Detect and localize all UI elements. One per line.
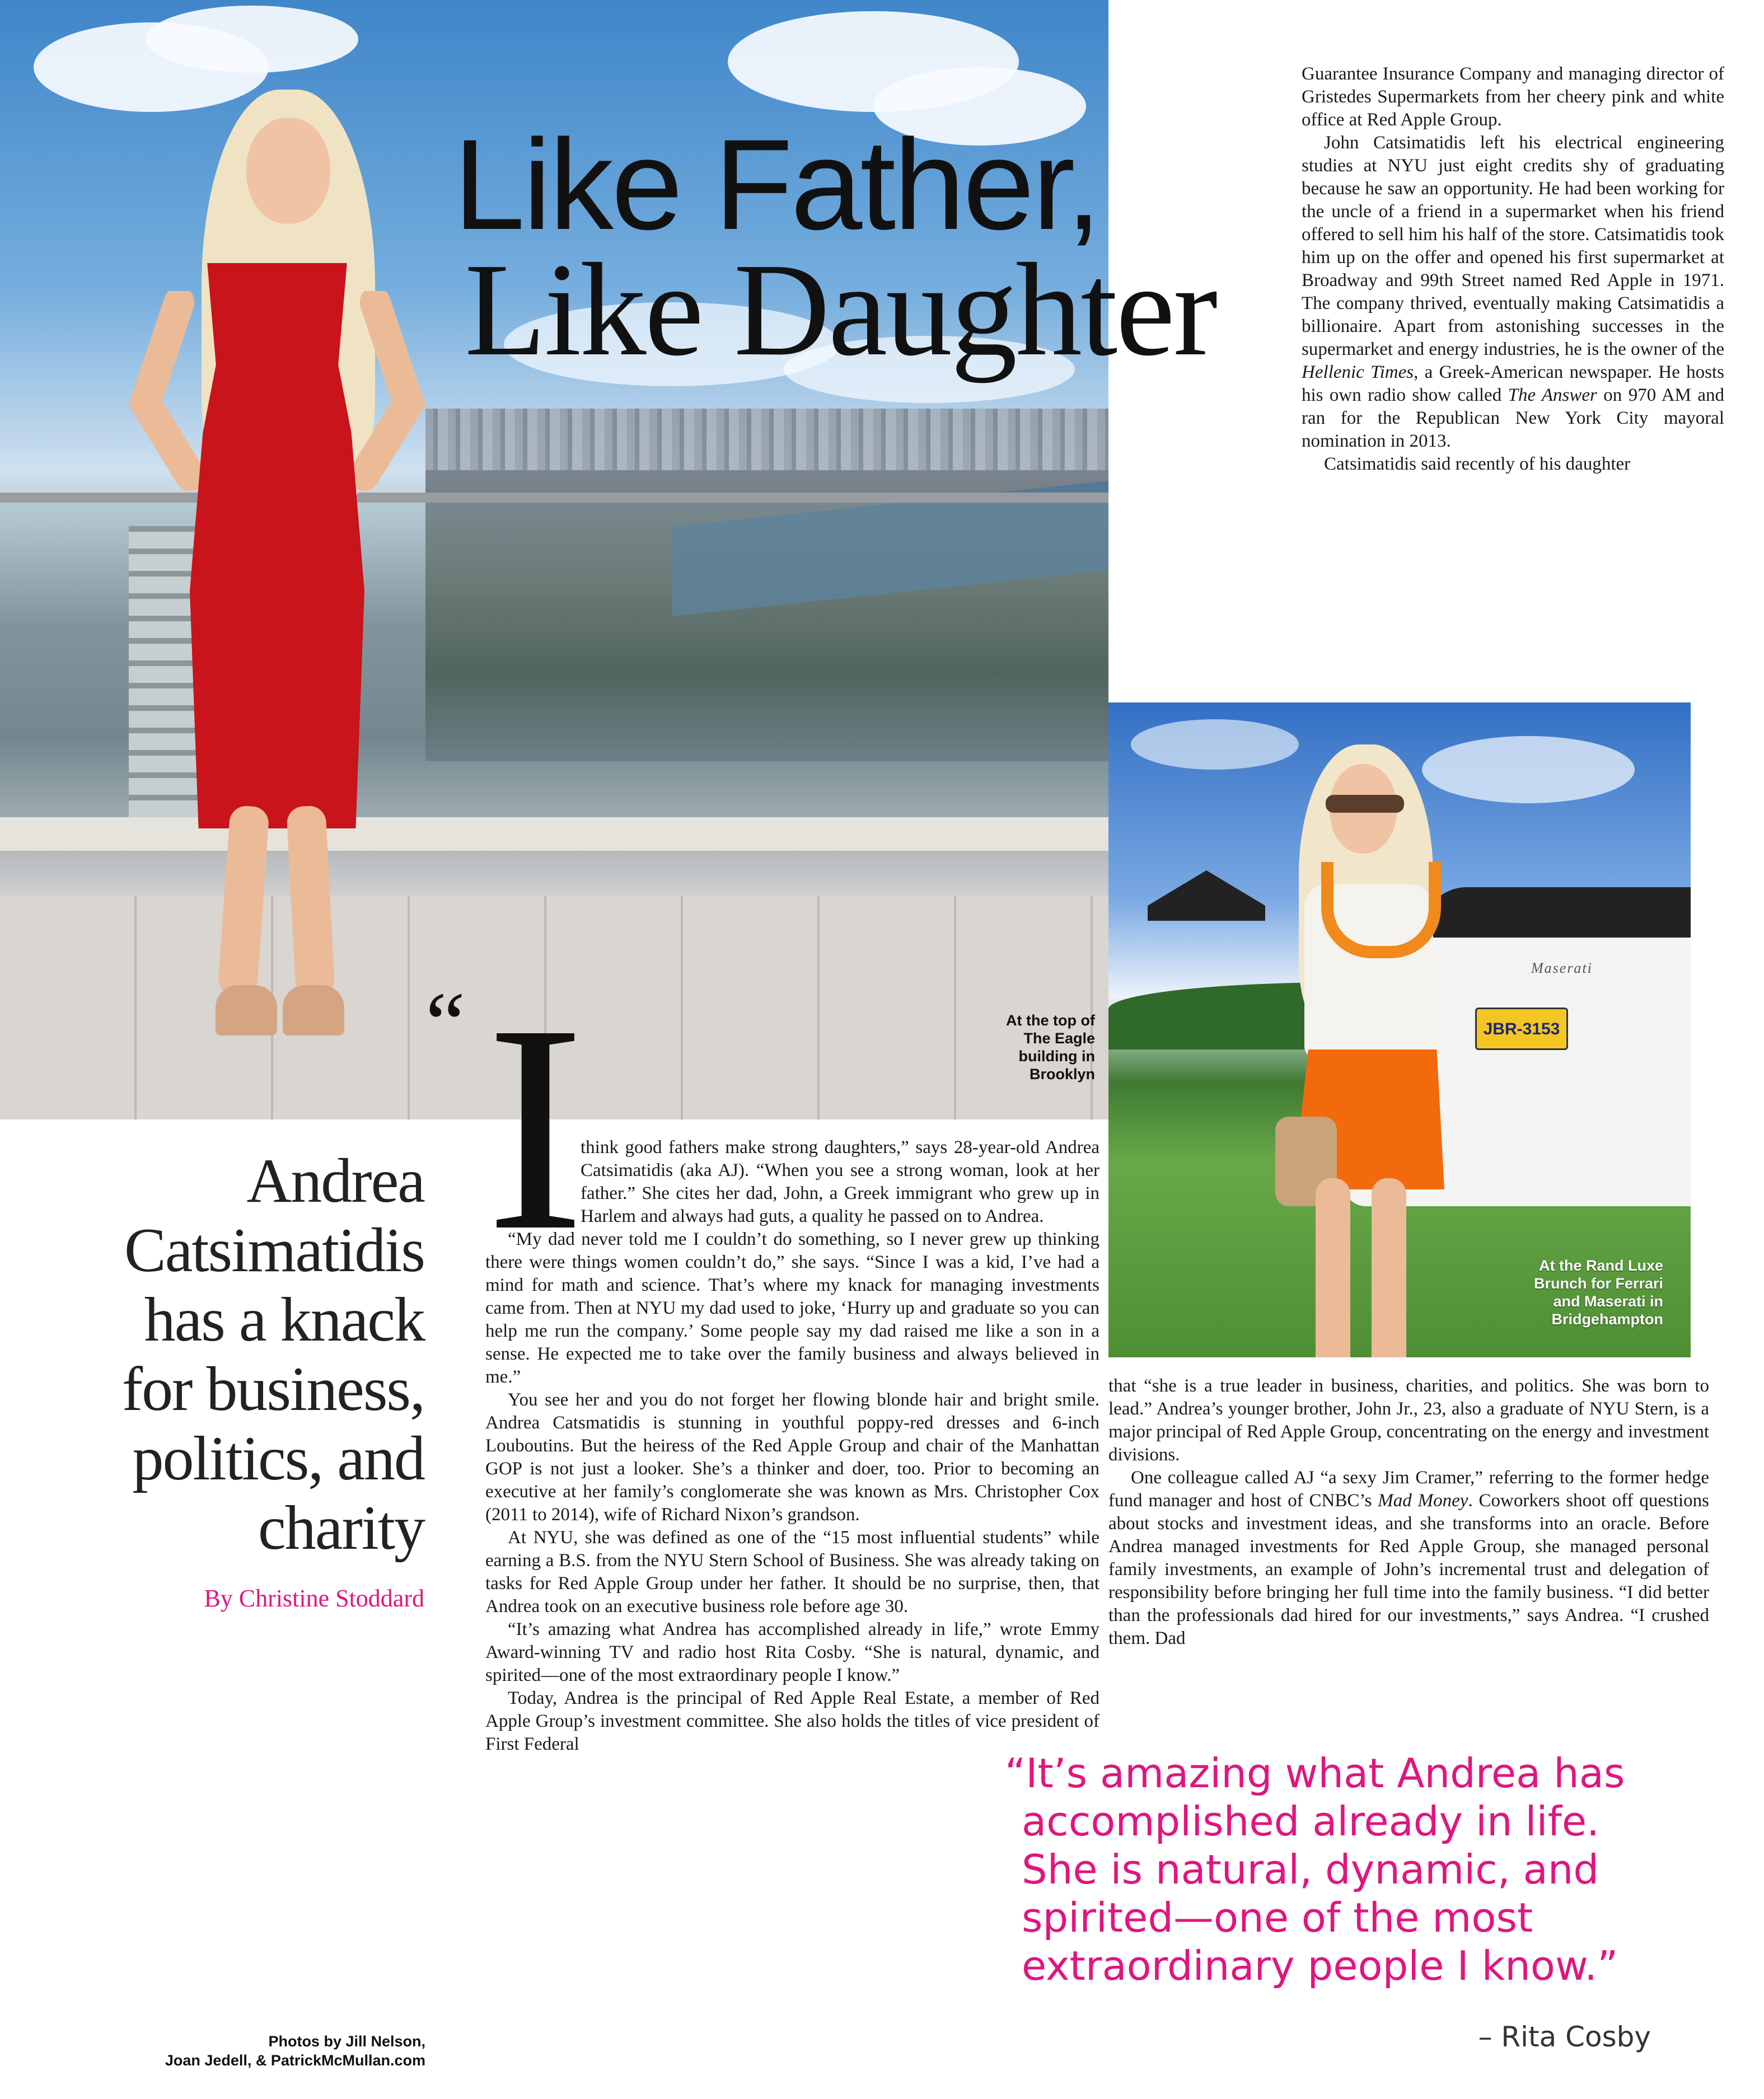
article-column-middle: think good fathers make strong daughters,” says 28-year-old Andrea Catsimatidis (aka AJ). “When you see a strong woman, look at her father.” She cites her dad, John, a Greek immigrant who grew up in Harlem and always had guts, a quality he passed on to Andrea. “My dad never told me I couldn’t do something, so I never grew up thinking there were things women couldn’t do,” she says. “Since I was a kid, I’ve had a mind for math and science. That’s where my knack for managing investments came from. Then at NYU my dad used to joke, ‘Hurry up and graduate so you can help me run the company.’ Some people say my dad raised me like a son in a sense. He expected me to take over the family business and always believed in me.” You see her and you do not forget her flowing blonde hair and bright smile. Andrea Catsmatidis is stunning in youthful poppy-red dresses and 6-inch Louboutins. But the heiress of the Red Apple Group and chair of the Manhattan GOP is not just a looker. She’s a thinker and doer, too. Prior to becoming an executive at her family’s conglomerate she was known as Mrs. Christopher Cox (2011 to 2014), wife of Richard Nixon’s grandson. At NYU, she was defined as one of the “15 most influential students” while earning a B.S. from the NYU Stern School of Business. She was already taking on tasks for Red Apple Group under her father. It should be no surprise, then, that Andrea took on an executive business role before age 30. “It’s amazing what Andrea has accomplished already in life,” wrote Emmy Award-winning TV and radio host Rita Cosby. “She is natural, dynamic, and spirited—one of the most extraordinary people I know.” Today, Andrea is the principal of Red Apple Real Estate, a member of Red Apple Group’s investment committee. She also holds the titles of vice president of First Federal	[485, 1137, 1099, 1754]
open-quote-mark: “	[425, 973, 466, 1073]
pull-quote: “It’s amazing what Andrea has accomplished already in life. She is natural, dynamic, and spirited—one of the most extraordinary people I know.”	[1005, 1750, 1625, 1989]
orange-necklace	[1321, 862, 1441, 958]
photo-caption-rand-luxe: At the Rand Luxe Brunch for Ferrari and Maserati in Bridgehampton	[1533, 1257, 1663, 1328]
article-column-right: that “she is a true leader in business, charities, and politics. She was born to lead.” Andrea’s younger brother, John Jr., 23, also a graduate of NYU Stern, is a major principal of Red Apple Group, concentrating on the energy and investment divisions. One colleague called AJ “a sexy Jim Cramer,” referring to the former hedge fund manager and host of CNBC’s Mad Money. Coworkers shoot off questions about stocks and investment ideas, and she transforms into an oracle. Before Andrea managed investments for Red Apple Group, she managed personal family investments, an example of John’s incremental trust and delegation of responsibility before bringing her full time into the family business. “I did better than the professionals dad hired for our investments,” says Andrea. “I crushed them. Dad	[1108, 1376, 1709, 1648]
license-plate: JBR-3153	[1475, 1008, 1568, 1050]
pull-quote-attribution: – Rita Cosby	[1478, 2021, 1651, 2053]
article-deck: Andrea Catsimatidis has a knack for business, politics, and charity	[121, 1146, 424, 1563]
headline-line-1: Like Father,	[453, 113, 1099, 256]
ledge	[0, 817, 1108, 851]
article-column-top-right: Guarantee Insurance Company and managing director of Gristedes Supermarkets from her cheery pink and white office at Red Apple Group. John Catsimatidis left his electrical engineering studies at NYU just eight credits shy of graduating because he saw an opportunity. He had been working for the uncle of a friend in a supermarket when his friend offered to sell him his half of the store. Catsimatidis took him up on the offer and opened his first supermarket at Broadway and 99th Street named Red Apple in 1971. The company thrived, eventually making Catsimatidis a billionaire. Apart from astonishing successes in the supermarket and energy industries, he is the owner of the Hellenic Times, a Greek-American newspaper. He hosts his own radio show called The Answer on 970 AM and ran for the Republican New York City mayoral nomination in 2013. Catsimatidis said recently of his daughter	[1302, 64, 1724, 474]
car-badge: Maserati	[1531, 960, 1593, 976]
drop-cap: I	[486, 963, 585, 1292]
headline-line-2: Like Daughter	[465, 236, 1216, 383]
photo-caption-eagle: At the top of The Eagle building in Brooklyn	[1006, 1012, 1095, 1083]
city-skyline	[425, 409, 1108, 470]
event-tent	[1148, 870, 1265, 921]
byline: By Christine Stoddard	[204, 1585, 424, 1612]
sunglasses	[1326, 795, 1404, 813]
glass-barrier	[0, 503, 1108, 838]
photo-credits: Photos by Jill Nelson, Joan Jedell, & PatrickMcMullan.com	[165, 2033, 425, 2069]
